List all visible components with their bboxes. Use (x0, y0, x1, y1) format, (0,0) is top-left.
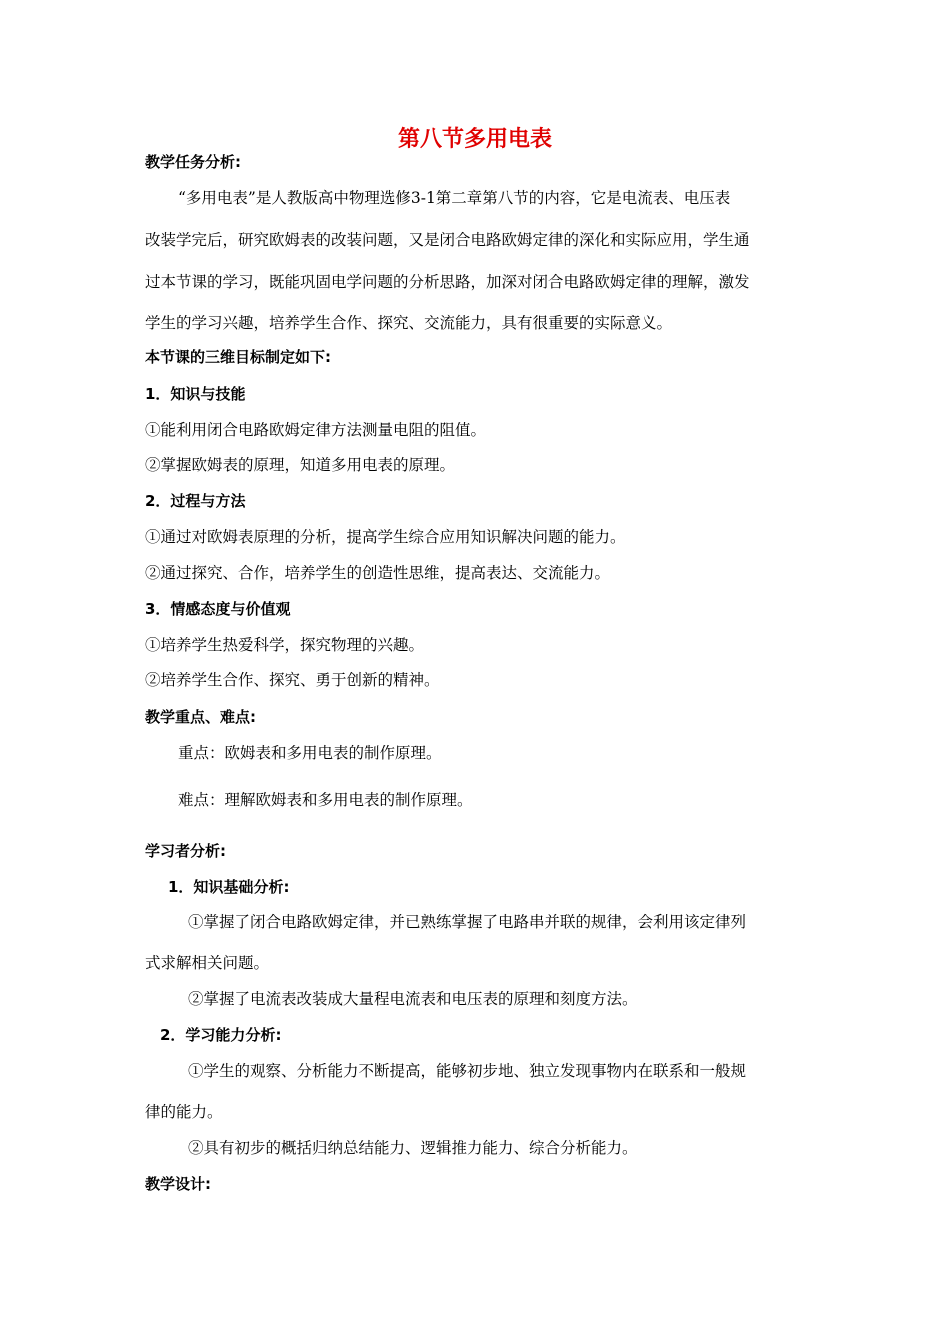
paragraph-line: 过本节课的学习，既能巩固电学问题的分析思路，加深对闭合电路欧姆定律的理解，激发 (145, 273, 750, 291)
paragraph-line: “多用电表”是人教版高中物理选修3-1第二章第八节的内容，它是电流表、电压表 (178, 189, 731, 207)
list-item: ②通过探究、合作，培养学生的创造性思维，提高表达、交流能力。 (145, 564, 611, 582)
list-item-continued: 律的能力。 (145, 1103, 223, 1121)
list-item: ①学生的观察、分析能力不断提高，能够初步地、独立发现事物内在联系和一般规 (188, 1062, 747, 1080)
list-item: ②具有初步的概括归纳总结能力、逻辑推力能力、综合分析能力。 (188, 1139, 638, 1157)
list-item: ①掌握了闭合电路欧姆定律，并已熟练掌握了电路串并联的规律，会利用该定律列 (188, 913, 747, 931)
page-title: 第八节多用电表 (397, 127, 552, 152)
list-item-continued: 式求解相关问题。 (145, 954, 270, 972)
paragraph-line: 学生的学习兴趣，培养学生合作、探究、交流能力，具有很重要的实际意义。 (145, 314, 673, 332)
goal-1-title: 1．知识与技能 (145, 385, 246, 403)
heading-task-analysis: 教学任务分析: (145, 153, 241, 171)
heading-key-points: 教学重点、难点: (145, 708, 256, 726)
heading-learner-analysis: 学习者分析: (145, 842, 226, 860)
list-item: ②掌握欧姆表的原理，知道多用电表的原理。 (145, 456, 456, 474)
difficult-point: 难点：理解欧姆表和多用电表的制作原理。 (178, 791, 473, 809)
heading-teaching-design: 教学设计: (145, 1175, 211, 1193)
heading-goals: 本节课的三维目标制定如下: (145, 348, 331, 366)
learner-2-title: 2．学习能力分析: (160, 1026, 282, 1044)
goal-2-title: 2．过程与方法 (145, 492, 246, 510)
learner-1-title: 1．知识基础分析: (168, 878, 290, 896)
paragraph-line: 改装学完后，研究欧姆表的改装问题，又是闭合电路欧姆定律的深化和实际应用，学生通 (145, 231, 750, 249)
list-item: ②掌握了电流表改装成大量程电流表和电压表的原理和刻度方法。 (188, 990, 638, 1008)
list-item: ①通过对欧姆表原理的分析，提高学生综合应用知识解决问题的能力。 (145, 528, 626, 546)
list-item: ②培养学生合作、探究、勇于创新的精神。 (145, 671, 440, 689)
list-item: ①能利用闭合电路欧姆定律方法测量电阻的阻值。 (145, 421, 487, 439)
goal-3-title: 3．情感态度与价值观 (145, 600, 291, 618)
key-point: 重点：欧姆表和多用电表的制作原理。 (178, 744, 442, 762)
list-item: ①培养学生热爱科学，探究物理的兴趣。 (145, 636, 425, 654)
